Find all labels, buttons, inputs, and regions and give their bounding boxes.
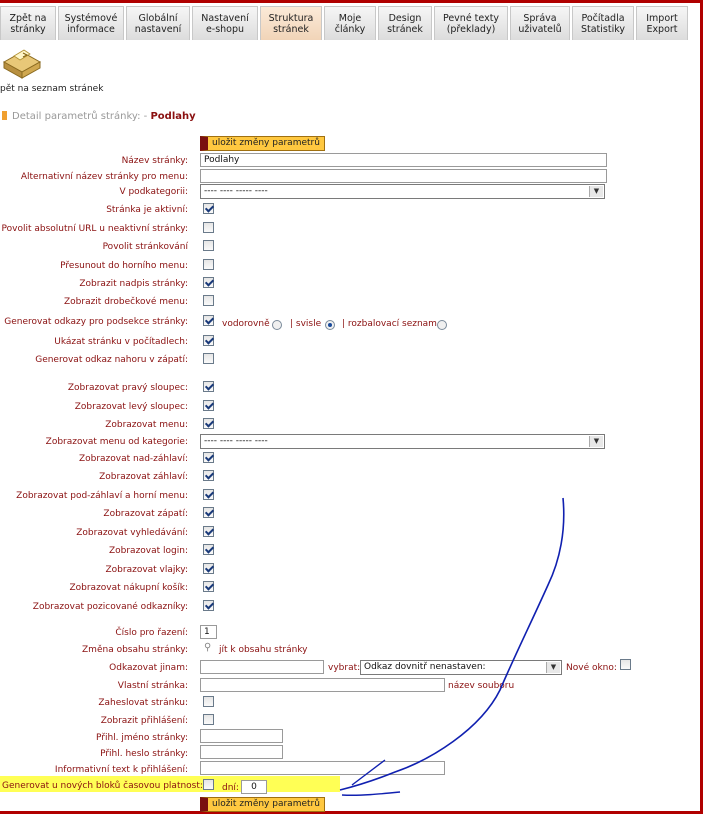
menu-from-cat-label: Zobrazovat menu od kategorie: bbox=[45, 437, 188, 447]
footer-up-label: Generovat odkaz nahoru v zápatí: bbox=[35, 355, 188, 365]
tab-page-design[interactable]: Design stránek bbox=[378, 6, 432, 40]
cart-label: Zobrazovat nákupní košík: bbox=[69, 583, 188, 593]
show-login-label: Zobrazit přihlášení: bbox=[100, 716, 188, 726]
show-heading-label: Zobrazit nadpis stránky: bbox=[79, 279, 188, 289]
save-button-top[interactable]: uložit změny parametrů bbox=[200, 136, 325, 151]
subcategory-value: ---- ---- ----- ---- bbox=[204, 186, 268, 196]
active-label: Stránka je aktivní: bbox=[106, 205, 188, 215]
page-name-input[interactable]: Podlahy bbox=[200, 153, 607, 167]
breadcrumb-label: Zobrazit drobečkové menu: bbox=[63, 297, 188, 307]
tab-back-to-pages[interactable]: Zpět na stránky bbox=[0, 6, 56, 40]
orient-dropdown-label: | rozbalovací seznam bbox=[342, 319, 437, 329]
tab-system-info[interactable]: Systémové informace bbox=[58, 6, 124, 40]
page-title: Detail parametrů stránky: - Podlahy bbox=[12, 111, 196, 122]
orient-horizontal-label: vodorovně bbox=[222, 319, 270, 329]
password-protect-label: Zaheslovat stránku: bbox=[98, 698, 188, 708]
right-col-label: Zobrazovat pravý sloupec: bbox=[67, 383, 188, 393]
page-name-label: Název stránky: bbox=[121, 156, 188, 166]
content-change-label: Změna obsahu stránky: bbox=[82, 645, 188, 655]
abs-url-label: Povolit absolutní URL u neaktivní stránky: bbox=[1, 224, 188, 234]
top-menu-label: Přesunout do horního menu: bbox=[60, 261, 188, 271]
validity-label: Generovat u nových bloků časovou platnost: bbox=[2, 781, 203, 791]
subheader-label: Zobrazovat pod-záhlaví a horní menu: bbox=[16, 491, 188, 501]
search-label: Zobrazovat vyhledávání: bbox=[76, 528, 188, 538]
tab-fixed-texts[interactable]: Pevné texty (překlady) bbox=[434, 6, 508, 40]
positioned-links-label: Zobrazovat pozicované odkazníky: bbox=[32, 602, 188, 612]
footer-label: Zobrazovat zápatí: bbox=[103, 509, 188, 519]
login-info-label: Informativní text k přihlášení: bbox=[54, 765, 188, 775]
pin-icon: ⚲ bbox=[204, 642, 212, 653]
choose-label: vybrat: bbox=[328, 663, 361, 673]
show-menu-label: Zobrazovat menu: bbox=[105, 420, 188, 430]
content-change-link[interactable]: jít k obsahu stránky bbox=[219, 645, 308, 655]
orient-vertical-label: | svisle bbox=[290, 319, 322, 329]
save-button-bottom[interactable]: uložit změny parametrů bbox=[200, 797, 325, 812]
left-col-label: Zobrazovat levý sloupec: bbox=[74, 402, 188, 412]
tab-import-export[interactable]: Import Export bbox=[636, 6, 688, 40]
own-page-label: Vlastní stránka: bbox=[117, 681, 188, 691]
new-window-label: Nové okno: bbox=[566, 663, 617, 673]
subsection-links-label: Generovat odkazy pro podsekce stránky: bbox=[4, 317, 188, 327]
chevron-down-icon: ▼ bbox=[589, 436, 603, 447]
choose-value: Odkaz dovnitř nenastaven: bbox=[364, 662, 486, 672]
tab-counters-stats[interactable]: Počítadla Statistiky bbox=[572, 6, 634, 40]
days-input[interactable]: 0 bbox=[241, 780, 267, 794]
login-pass-label: Přihl. heslo stránky: bbox=[100, 749, 188, 759]
link-elsewhere-label: Odkazovat jinam: bbox=[109, 663, 188, 673]
filename-label: název souboru bbox=[448, 681, 515, 691]
login-name-label: Přihl. jméno stránky: bbox=[95, 733, 188, 743]
order-label: Číslo pro řazení: bbox=[115, 628, 188, 638]
tab-page-structure[interactable]: Struktura stránek bbox=[260, 6, 322, 40]
header-label: Zobrazovat záhlaví: bbox=[99, 472, 188, 482]
tab-my-articles[interactable]: Moje články bbox=[324, 6, 376, 40]
paging-label: Povolit stránkování bbox=[102, 242, 188, 252]
subcategory-label: V podkategorii: bbox=[119, 187, 188, 197]
page-title-name: Podlahy bbox=[150, 111, 196, 122]
counter-label: Ukázat stránku v počítadlech: bbox=[54, 337, 188, 347]
days-label: dní: bbox=[222, 783, 239, 793]
tab-global-settings[interactable]: Globální nastavení bbox=[126, 6, 190, 40]
tab-eshop-settings[interactable]: Nastavení e-shopu bbox=[192, 6, 258, 40]
login-label: Zobrazovat login: bbox=[108, 546, 188, 556]
chevron-down-icon: ▼ bbox=[589, 186, 603, 197]
alt-name-label: Alternativní název stránky pro menu: bbox=[20, 172, 188, 182]
flags-label: Zobrazovat vlajky: bbox=[105, 565, 188, 575]
back-to-list-link[interactable]: pět na seznam stránek bbox=[0, 84, 104, 94]
chevron-down-icon: ▼ bbox=[546, 662, 560, 673]
tab-user-management[interactable]: Správa uživatelů bbox=[510, 6, 570, 40]
menu-from-cat-value: ---- ---- ----- ---- bbox=[204, 436, 268, 446]
order-input[interactable]: 1 bbox=[200, 625, 217, 639]
above-header-label: Zobrazovat nad-záhlaví: bbox=[78, 454, 188, 464]
